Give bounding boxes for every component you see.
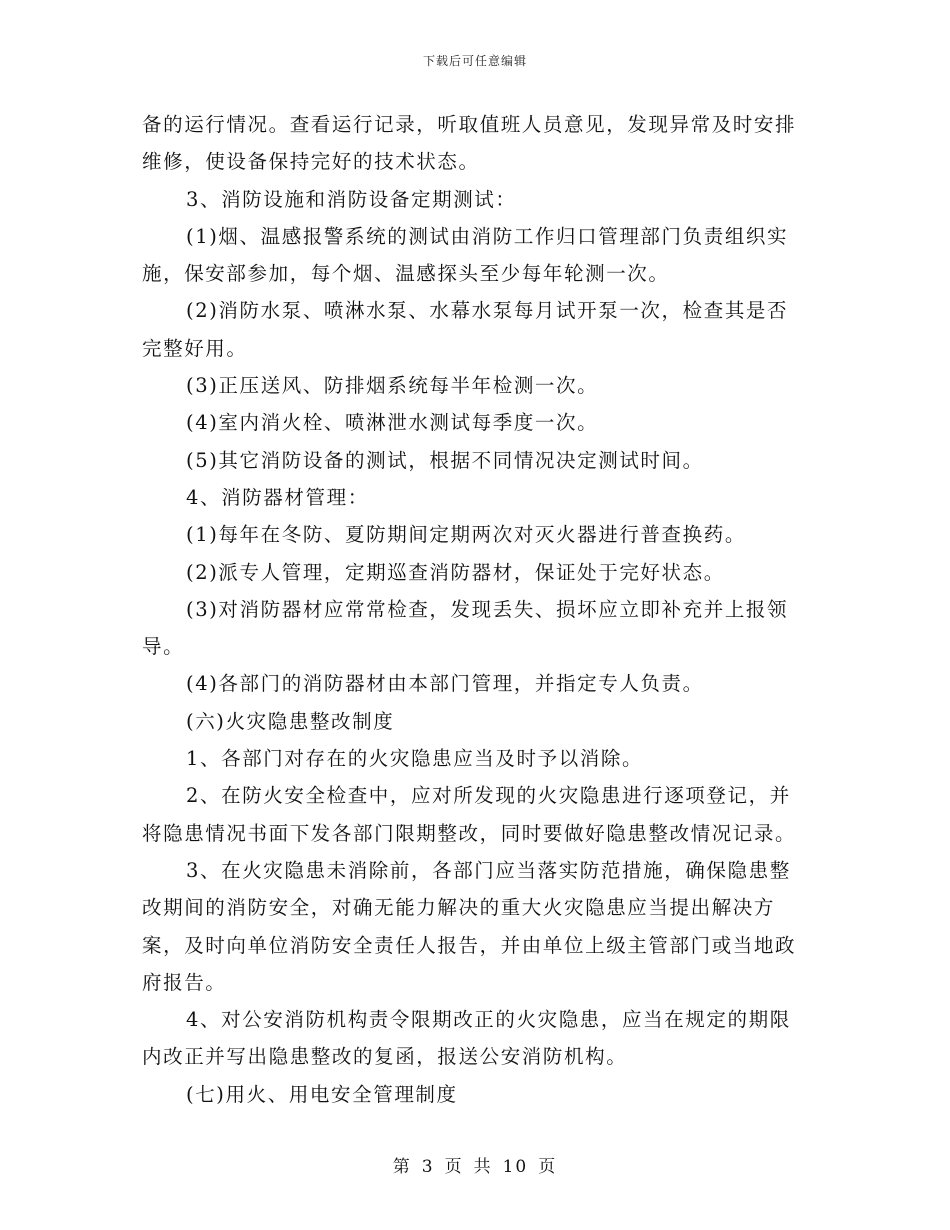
footer-page-number: 3 [421,1157,435,1177]
document-body [142,106,808,1113]
paragraph: (4)各部门的消防器材由本部门管理，并指定专人负责。 [186,672,704,696]
paragraph: 1、各部门对存在的火灾隐患应当及时予以消除。 [186,747,644,771]
paragraph: (七)用火、用电安全管理制度 [186,1082,458,1106]
footer-page-unit: 页 [444,1157,464,1177]
paragraph: (六)火灾隐患整改制度 [186,709,395,733]
paragraph: (4)室内消火栓、喷淋泄水测试每季度一次。 [186,411,599,435]
paragraph: (3)对消防器材应常常检查，发现丢失、损坏应立即补充并上报领导。 [142,597,789,659]
page-footer [0,1152,950,1177]
paragraph: (2)派专人管理，定期巡查消防器材，保证处于完好状态。 [186,560,725,584]
paragraph: 备的运行情况。查看运行记录，听取值班人员意见，发现异常及时安排维修，使设备保持完好的技术状态。 [142,113,797,174]
paragraph: 3、在火灾隐患未消除前，各部门应当落实防范措施，确保隐患整改期间的消防安全，对确无能力解决的重大火灾隐患应当提出解决方案，及时向单位消防安全责任人报告，并由单位上级主管部门或当地政府报告。 [142,858,797,994]
paragraph: (1)烟、温感报警系统的测试由消防工作归口管理部门负责组织实施，保安部参加，每个烟、温感探头至少每年轮测一次。 [142,224,789,286]
paragraph: (5)其它消防设备的测试，根据不同情况决定测试时间。 [186,448,704,472]
footer-total-pages: 10 [502,1157,529,1177]
paragraph: 2、在防火安全检查中，应对所发现的火灾隐患进行逐项登记，并将隐患情况书面下发各部门限期整改，同时要做好隐患整改情况记录。 [142,784,797,845]
footer-total-prefix: 共 [473,1157,493,1177]
paragraph: (3)正压送风、防排烟系统每半年检测一次。 [186,374,599,398]
paragraph: (1)每年在冬防、夏防期间定期两次对灭火器进行普查换药。 [186,523,746,547]
paragraph: 4、消防器材管理： [186,485,369,509]
footer-total-unit: 页 [538,1157,558,1177]
paragraph: (2)消防水泵、喷淋水泵、水幕水泵每月试开泵一次，检查其是否完整好用。 [142,299,789,360]
paragraph: 3、消防设施和消防设备定期测试： [186,187,517,211]
footer-prefix: 第 [392,1157,412,1177]
page-header: 下载后可任意编辑 [422,54,527,68]
paragraph: 4、对公安消防机构责令限期改正的火灾隐患，应当在规定的期限内改正并写出隐患整改的复函，报送公安消防机构。 [142,1008,791,1069]
